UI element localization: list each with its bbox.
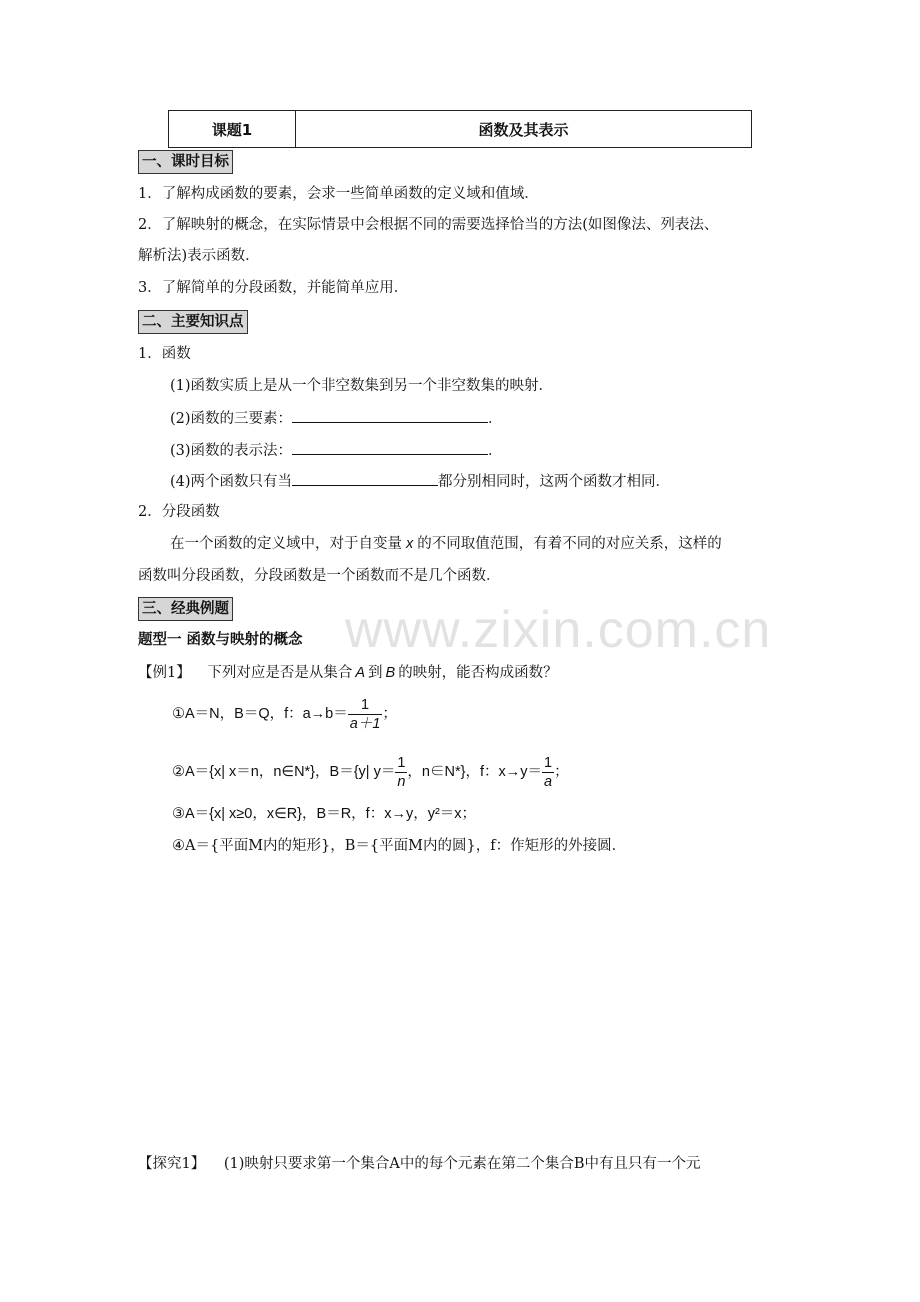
item-1-end: ； <box>382 706 397 722</box>
example-item-4: ④A＝{平面M内的矩形}，B＝{平面M内的圆}，f：作矩形的外接圆． <box>172 838 627 854</box>
fill-blank[interactable] <box>292 471 438 486</box>
knowledge-2-line1 <box>170 534 722 554</box>
numerator: 1 <box>397 754 406 771</box>
lesson-header-table <box>168 110 752 148</box>
fill-blank[interactable] <box>292 408 488 423</box>
explore-text: (1)映射只要求第一个集合A中的每个元素在第二个集合B中有且只有一个元 <box>223 1156 701 1172</box>
watermark: www.zixin.com.cn <box>345 601 772 659</box>
explore-label: 【探究1】 <box>138 1156 206 1172</box>
example-label: 【例1】 <box>138 665 191 681</box>
knowledge-1-b <box>170 408 503 429</box>
fill-blank[interactable] <box>292 440 488 455</box>
item-2-text-mid: ，n∈N*}，f：x→y＝ <box>407 764 542 780</box>
denominator: a＋1 <box>349 715 381 732</box>
fraction <box>348 696 383 733</box>
example-item-3: ③A＝{x| x≥0，x∈R}，B＝R，f：x→y，y²＝x； <box>172 806 477 822</box>
set-B: B <box>385 665 396 681</box>
period: ． <box>488 411 503 427</box>
item-1-text: ①A＝N，B＝Q，f：a→b＝ <box>172 706 348 722</box>
item-2-text: ②A＝{x| x＝n，n∈N*}，B＝{y| y＝ <box>172 764 396 780</box>
goal-item-1: 1．了解构成函数的要素，会求一些简单函数的定义域和值域． <box>138 186 539 202</box>
goal-item-2-cont: 解析法)表示函数． <box>138 248 260 264</box>
numerator: 1 <box>543 754 553 771</box>
variable-x: x <box>406 536 414 552</box>
example-1-statement <box>138 663 558 683</box>
knowledge-1-b-text: (2)函数的三要素： <box>170 411 293 427</box>
item-2-end: ； <box>554 764 569 780</box>
knowledge-1-d <box>170 471 670 492</box>
example-text-mid: 到 <box>368 665 383 681</box>
knowledge-1-d-text-post: 都分别相同时，这两个函数才相同． <box>438 474 671 490</box>
example-text: 下列对应是否是从集合 <box>207 665 353 681</box>
type-heading: 题型一 函数与映射的概念 <box>138 632 303 648</box>
example-item-2 <box>172 752 569 792</box>
knowledge-function-heading: 1．函数 <box>138 346 191 362</box>
section-title-knowledge: 二、主要知识点 <box>138 310 248 334</box>
section-title-examples: 三、经典例题 <box>138 597 233 621</box>
knowledge-2-text-post: 的不同取值范围，有着不同的对应关系，这样的 <box>417 536 722 552</box>
denominator: a <box>543 773 553 790</box>
example-item-1 <box>172 694 397 734</box>
set-A: A <box>355 665 366 681</box>
knowledge-1-c-text: (3)函数的表示法： <box>170 443 293 459</box>
goal-item-2: 2．了解映射的概念，在实际情景中会根据不同的需要选择恰当的方法(如图像法、列表法、 <box>138 217 719 233</box>
knowledge-1-d-text: (4)两个函数只有当 <box>170 474 293 490</box>
knowledge-2-line2: 函数叫分段函数，分段函数是一个函数而不是几个函数． <box>138 568 501 584</box>
denominator: n <box>397 773 406 790</box>
knowledge-1-c <box>170 440 503 461</box>
section-title-goals: 一、课时目标 <box>138 150 233 174</box>
numerator: 1 <box>348 696 383 715</box>
explore-1 <box>138 1154 701 1174</box>
lesson-number: 课题1 <box>169 111 296 148</box>
fraction <box>542 754 554 791</box>
example-text-post: 的映射，能否构成函数？ <box>398 665 558 681</box>
goal-item-3: 3．了解简单的分段函数，并能简单应用． <box>138 280 409 296</box>
period: ． <box>488 443 503 459</box>
lesson-title: 函数及其表示 <box>296 111 752 148</box>
knowledge-piecewise-heading: 2．分段函数 <box>138 504 220 520</box>
fraction <box>395 754 407 791</box>
knowledge-1-a: (1)函数实质上是从一个非空数集到另一个非空数集的映射． <box>170 378 554 394</box>
knowledge-2-text: 在一个函数的定义域中，对于自变量 <box>170 536 402 552</box>
